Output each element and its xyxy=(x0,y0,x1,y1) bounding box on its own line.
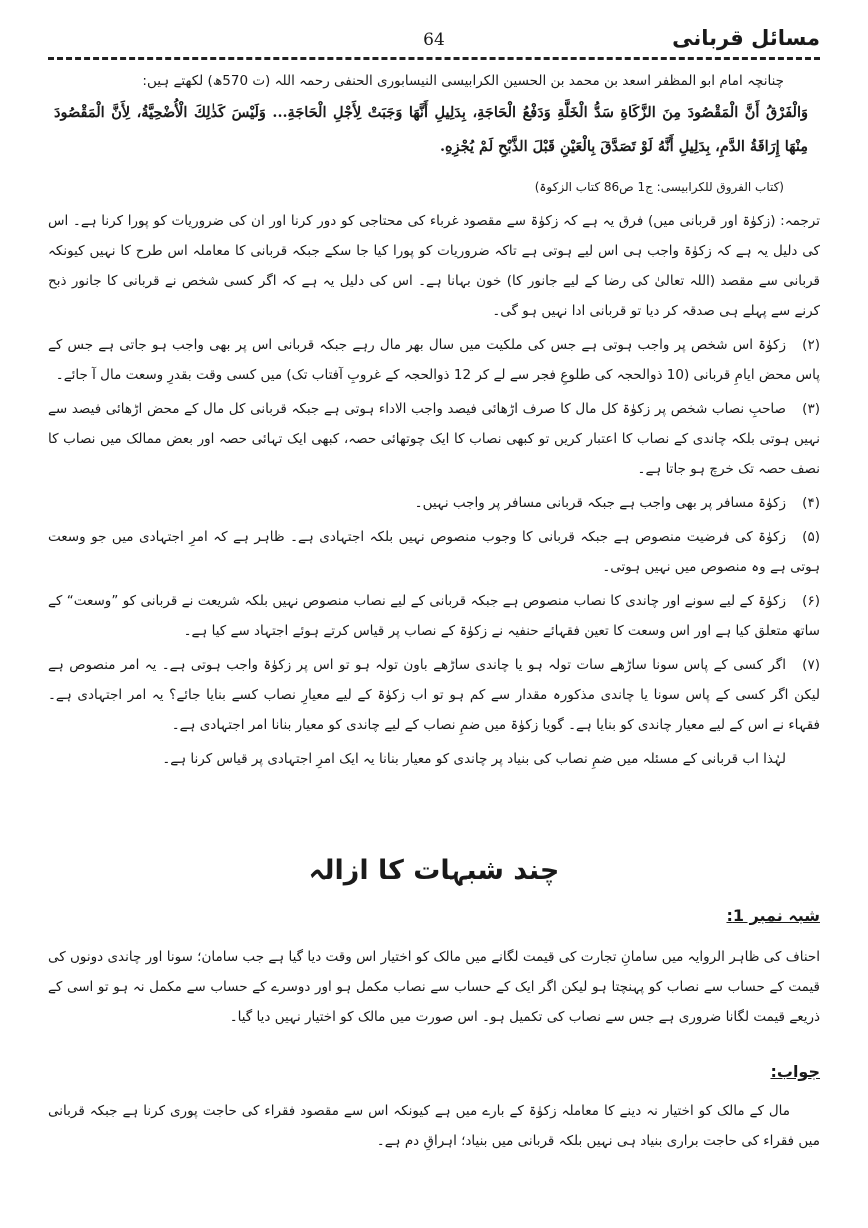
point-paragraph xyxy=(48,488,820,518)
point-text: زکوٰۃ اس شخص پر واجب ہوتی ہے جس کی ملکیت میں سال بھر مال رہے جبکہ قربانی اس پر بھی واجب ہو جاتی ہے جس کے پاس محض ایامِ قربانی (10 ذوالحجہ کی طلوعِ فجر سے لے کر 12 ذوالحجہ کے غروبِ آفتاب تک) میں کسی وقت بقدرِ وسعت مال آ جائے۔ xyxy=(48,337,820,383)
answer-label: جواب: xyxy=(770,1062,820,1081)
doubt-paragraph: احناف کی ظاہر الروایہ میں سامانِ تجارت کی قیمت لگانے میں مالک کو اختیار اس وقت دیا گیا ہے جب سامان؛ سونا اور چاندی دونوں کی قیمت کے حساب سے نصاب کو پہنچتا ہو لیکن اگر ایک کے حساب سے نصاب مکمل ہو اور دوسرے کے حساب سے مکمل نہ ہو تو اسی کے ذریعے قیمت لگانا ضروری ہے جس سے نصاب کی تکمیل ہو۔ اس صورت میں مالک کو اختیار نہیں دیا گیا۔ xyxy=(48,949,820,1025)
book-title: مسائل قربانی xyxy=(672,26,820,50)
point-paragraph xyxy=(48,586,820,646)
conclusion-paragraph: لہٰذا اب قربانی کے مسئلہ میں ضمِ نصاب کی بنیاد پر چاندی کو معیار بنانا یہ ایک امرِ اجتہادی پر قیاس کرنا ہے۔ xyxy=(162,751,786,767)
point-paragraph xyxy=(48,650,820,740)
arabic-quote: وَالْفَرْقُ أَنَّ الْمَقْصُودَ مِنَ الزَّكَاةِ سَدُّ الْخَلَّةِ وَدَفْعُ الْحَاجَةِ، بِدَلِيلِ أَنَّهَا وَجَبَتْ لِأَجْلِ الْحَاجَةِ... وَلَيْسَ كَذٰلِكَ الْأُضْحِيَّةُ، لِأَنَّ الْمَقْصُودَ مِنْهَا إِرَاقَةُ الدَّمِ، بِدَلِيلِ أَنَّهُ لَوْ تَصَدَّقَ بِالْعَيْنِ قَبْلَ الذَّبْحِ لَمْ يُجْزِهِ. xyxy=(54,104,808,155)
point-number: (۴) xyxy=(802,495,820,511)
point-text: صاحبِ نصاب شخص پر زکوٰۃ کل مال کا صرف اڑھائی فیصد واجب الاداء ہوتی ہے جبکہ قربانی کل مال کے محض اڑھائی فیصد سے نہیں ہوتی بلکہ چاندی کے نصاب کا اعتبار کریں تو کبھی نصاب کا ایک چوتھائی حصہ، کبھی ایک تہائی حصہ اور بعض ممالک میں نصاب کا نصف حصہ تک خرچ ہو جاتا ہے۔ xyxy=(48,401,820,477)
section-heading: چند شبہات کا ازالہ xyxy=(308,855,560,886)
point-text: زکوٰۃ کی فرضیت منصوص ہے جبکہ قربانی کا وجوب منصوص نہیں بلکہ اجتہادی ہے۔ ظاہر ہے کہ امرِ اجتہادی میں جو وسعت ہوتی ہے وہ منصوص میں نہیں ہوتی۔ xyxy=(48,529,820,575)
point-number: (۷) xyxy=(802,657,820,673)
reference-citation: (کتاب الفروق للکرابیسی: ج1 ص86 کتاب الزکوۃ) xyxy=(534,180,784,194)
point-text: اگر کسی کے پاس سونا ساڑھے سات تولہ ہو یا چاندی ساڑھے باون تولہ ہو تو اس پر زکوٰۃ واجب ہوتی ہے۔ یہ امر منصوص ہے لیکن اگر کسی کے پاس سونا یا چاندی مذکورہ مقدار سے کم ہو تو اب زکوٰۃ کے لیے معیارِ نصاب کسے بنایا جائے؟ یہ امر اجتہادی ہے۔ فقہاء نے اس کے لیے معیار چاندی کو بنایا ہے۔ گویا زکوٰۃ میں ضمِ نصاب کے لیے چاندی کو معیار بنانا امر اجتہادی ہے۔ xyxy=(48,657,820,733)
point-number: (۲) xyxy=(802,337,820,353)
point-text: زکوٰۃ مسافر پر بھی واجب ہے جبکہ قربانی مسافر پر واجب نہیں۔ xyxy=(414,495,786,511)
point-number: (۶) xyxy=(802,593,820,609)
answer-paragraph: مال کے مالک کو اختیار نہ دینے کا معاملہ زکوٰۃ کے بارے میں ہے کیونکہ اس سے مقصود فقراء کی حاجت پوری کرنا ہے جبکہ قربانی میں فقراء کی حاجت براری بنیاد ہی نہیں بلکہ قربانی میں بنیاد؛ اہراقِ دم ہے۔ xyxy=(48,1103,820,1149)
intro-line: چنانچہ امام ابو المظفر اسعد بن محمد بن الحسین الکرابیسی النیسابوری الحنفی رحمہ اللہ (ت 570ھ) لکھتے ہیں: xyxy=(142,73,784,89)
translation-paragraph: ترجمہ: (زکوٰۃ اور قربانی میں) فرق یہ ہے کہ زکوٰۃ سے مقصود غرباء کی محتاجی کو دور کرنا اور ان کی ضروریات کو پورا کرنا ہے۔ اس کی دلیل یہ ہے کہ زکوٰۃ واجب ہی اس لیے ہوتی ہے تاکہ ضروریات کو پورا کیا جا سکے جبکہ قربانی کا معاملہ اس طرح کا نہیں کیونکہ قربانی سے مقصد (اللہ تعالیٰ کی رضا کے لیے جانور کا) خون بہانا ہے۔ اس کی دلیل یہ ہے کہ اگر کسی شخص نے قربانی کا جانور ذبح کرنے سے پہلے ہی صدقہ کر دیا تو قربانی ادا نہیں ہو گی۔ xyxy=(48,213,820,319)
point-text: زکوٰۃ کے لیے سونے اور چاندی کا نصاب منصوص ہے جبکہ قربانی کے لیے نصاب منصوص نہیں بلکہ شریعت نے قربانی کو ”وسعت“ کے ساتھ متعلق کیا ہے اور اس وسعت کا تعین فقہائے حنفیہ نے زکوٰۃ کے نصاب پر قیاس کرتے ہوئے اجتہاد سے کیا ہے۔ xyxy=(48,593,820,639)
page-header xyxy=(48,22,820,60)
point-paragraph xyxy=(48,522,820,582)
point-number: (۳) xyxy=(802,401,820,417)
point-paragraph xyxy=(48,330,820,390)
header-divider xyxy=(48,57,820,60)
page-number: 64 xyxy=(423,30,445,50)
point-number: (۵) xyxy=(802,529,820,545)
main-body xyxy=(48,206,820,778)
doubt-label: شبہ نمبر 1: xyxy=(726,906,820,925)
point-paragraph xyxy=(48,394,820,484)
